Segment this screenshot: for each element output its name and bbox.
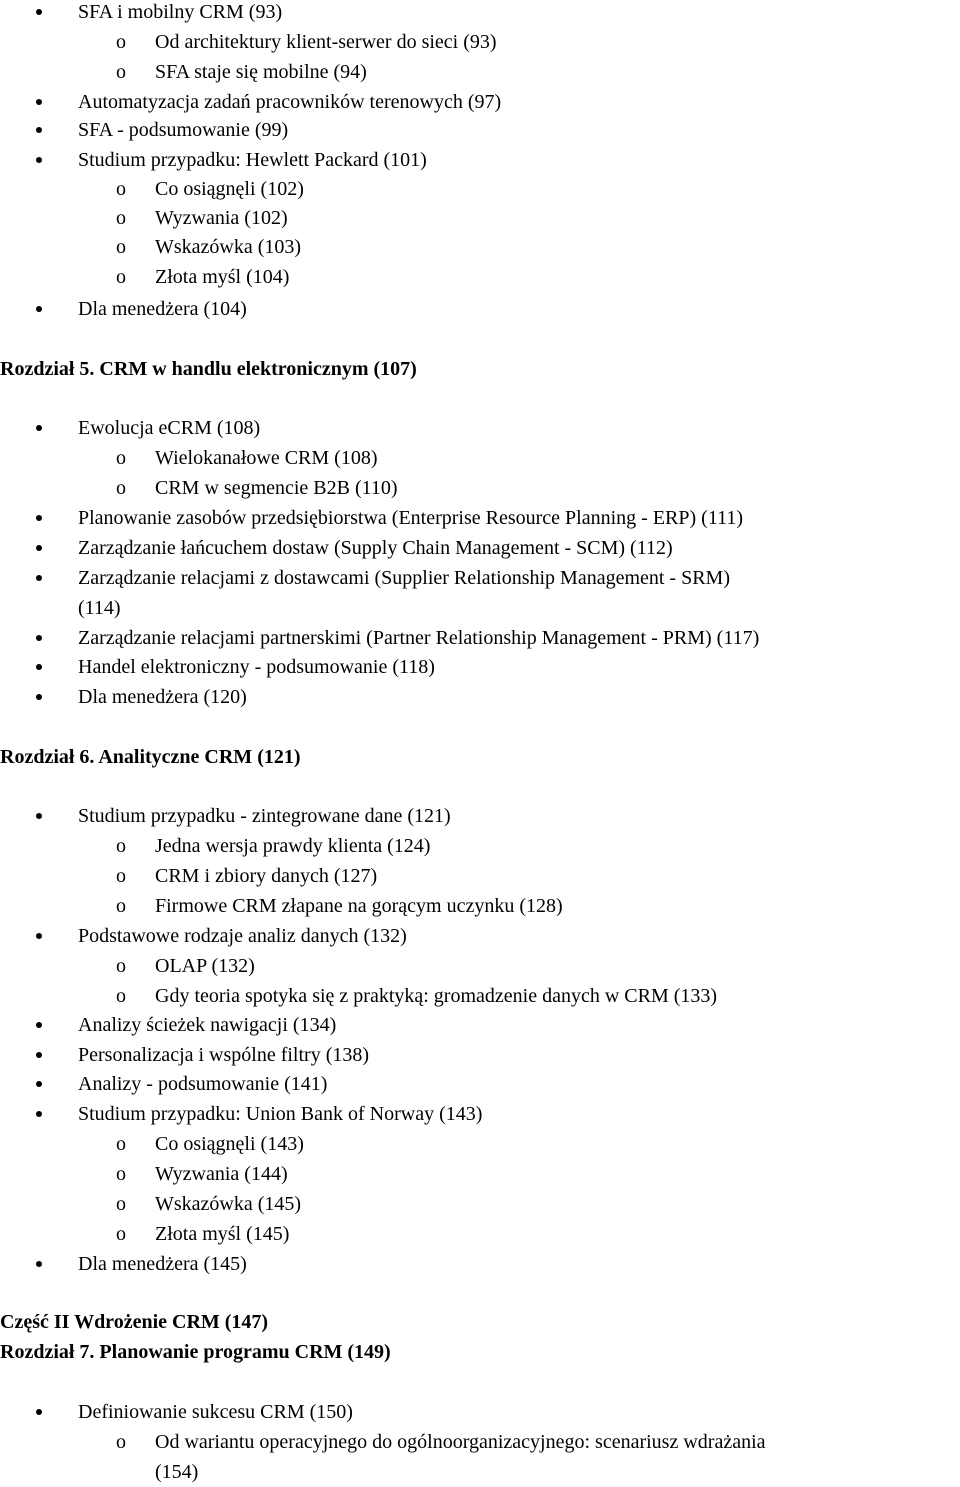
bullet-icon: [36, 1409, 42, 1415]
list-item-text: Podstawowe rodzaje analiz danych (132): [78, 925, 407, 947]
list-item-text: OLAP (132): [155, 955, 255, 977]
sub-bullet-icon: o: [116, 955, 126, 977]
sub-bullet-icon: o: [116, 985, 126, 1007]
list-item-text: Studium przypadku: Union Bank of Norway (143): [78, 1103, 483, 1125]
list-item-text: Handel elektroniczny - podsumowanie (118): [78, 656, 435, 678]
list-item-text: Co osiągnęli (143): [155, 1133, 304, 1155]
list-item-text: Co osiągnęli (102): [155, 178, 304, 200]
list-item-text: Wielokanałowe CRM (108): [155, 447, 378, 469]
list-item-text: Od wariantu operacyjnego do ogólnoorganizacyjnego: scenariusz wdrażania: [155, 1431, 766, 1453]
list-item-text: Ewolucja eCRM (108): [78, 417, 261, 439]
sub-bullet-icon: o: [116, 178, 126, 200]
list-item-text: Studium przypadku: Hewlett Packard (101): [78, 149, 427, 171]
bullet-icon: [36, 694, 42, 700]
bullet-icon: [36, 813, 42, 819]
sub-bullet-icon: o: [116, 1133, 126, 1155]
bullet-icon: [36, 515, 42, 521]
list-item-text: Analizy - podsumowanie (141): [78, 1073, 328, 1095]
bullet-icon: [36, 1261, 42, 1267]
list-item-text: Planowanie zasobów przedsiębiorstwa (Enterprise Resource Planning - ERP) (111): [78, 507, 744, 529]
bullet-icon: [36, 1022, 42, 1028]
list-item-text: SFA - podsumowanie (99): [78, 119, 289, 141]
sub-bullet-icon: o: [116, 61, 126, 83]
sub-bullet-icon: o: [116, 1223, 126, 1245]
list-item-text: Studium przypadku - zintegrowane dane (121): [78, 805, 451, 827]
list-item-text: SFA staje się mobilne (94): [155, 61, 367, 83]
list-item-text: Automatyzacja zadań pracowników terenowych (97): [78, 91, 502, 113]
bullet-icon: [36, 1081, 42, 1087]
bullet-icon: [36, 306, 42, 312]
section-heading: Rozdział 6. Analityczne CRM (121): [0, 746, 301, 768]
sub-bullet-icon: o: [116, 1163, 126, 1185]
bullet-icon: [36, 575, 42, 581]
bullet-icon: [36, 127, 42, 133]
bullet-icon: [36, 545, 42, 551]
list-item-text: Wskazówka (145): [155, 1193, 302, 1215]
bullet-icon: [36, 157, 42, 163]
list-item-text: Zarządzanie relacjami partnerskimi (Partner Relationship Management - PRM) (117): [78, 627, 760, 649]
list-item-text: SFA i mobilny CRM (93): [78, 1, 283, 23]
section-heading: Rozdział 5. CRM w handlu elektronicznym (107): [0, 358, 417, 380]
bullet-icon: [36, 664, 42, 670]
list-item-text: (154): [155, 1461, 199, 1483]
sub-bullet-icon: o: [116, 1431, 126, 1453]
sub-bullet-icon: o: [116, 835, 126, 857]
bullet-icon: [36, 9, 42, 15]
list-item-text: Dla menedżera (145): [78, 1253, 247, 1275]
sub-bullet-icon: o: [116, 477, 126, 499]
bullet-icon: [36, 635, 42, 641]
sub-bullet-icon: o: [116, 236, 126, 258]
sub-bullet-icon: o: [116, 865, 126, 887]
bullet-icon: [36, 1052, 42, 1058]
list-item-text: Firmowe CRM złapane na gorącym uczynku (128): [155, 895, 563, 917]
list-item-text: Dla menedżera (104): [78, 298, 247, 320]
list-item-text: (114): [78, 597, 121, 619]
section-heading: Rozdział 7. Planowanie programu CRM (149): [0, 1341, 391, 1363]
sub-bullet-icon: o: [116, 447, 126, 469]
list-item-text: CRM i zbiory danych (127): [155, 865, 378, 887]
list-item-text: Od architektury klient-serwer do sieci (93): [155, 31, 497, 53]
bullet-icon: [36, 933, 42, 939]
list-item-text: Wskazówka (103): [155, 236, 302, 258]
bullet-icon: [36, 99, 42, 105]
list-item-text: Definiowanie sukcesu CRM (150): [78, 1401, 353, 1423]
list-item-text: Zarządzanie łańcuchem dostaw (Supply Chain Management - SCM) (112): [78, 537, 673, 559]
list-item-text: Personalizacja i wspólne filtry (138): [78, 1044, 370, 1066]
list-item-text: Gdy teoria spotyka się z praktyką: gromadzenie danych w CRM (133): [155, 985, 718, 1007]
list-item-text: Złota myśl (104): [155, 266, 290, 288]
list-item-text: Wyzwania (144): [155, 1163, 288, 1185]
list-item-text: Analizy ścieżek nawigacji (134): [78, 1014, 337, 1036]
sub-bullet-icon: o: [116, 31, 126, 53]
list-item-text: Wyzwania (102): [155, 207, 288, 229]
bullet-icon: [36, 425, 42, 431]
sub-bullet-icon: o: [116, 895, 126, 917]
bullet-icon: [36, 1111, 42, 1117]
list-item-text: Dla menedżera (120): [78, 686, 247, 708]
list-item-text: Złota myśl (145): [155, 1223, 290, 1245]
section-heading: Część II Wdrożenie CRM (147): [0, 1311, 269, 1333]
list-item-text: Zarządzanie relacjami z dostawcami (Supplier Relationship Management - SRM): [78, 567, 731, 589]
list-item-text: CRM w segmencie B2B (110): [155, 477, 398, 499]
list-item-text: Jedna wersja prawdy klienta (124): [155, 835, 431, 857]
sub-bullet-icon: o: [116, 266, 126, 288]
sub-bullet-icon: o: [116, 1193, 126, 1215]
sub-bullet-icon: o: [116, 207, 126, 229]
